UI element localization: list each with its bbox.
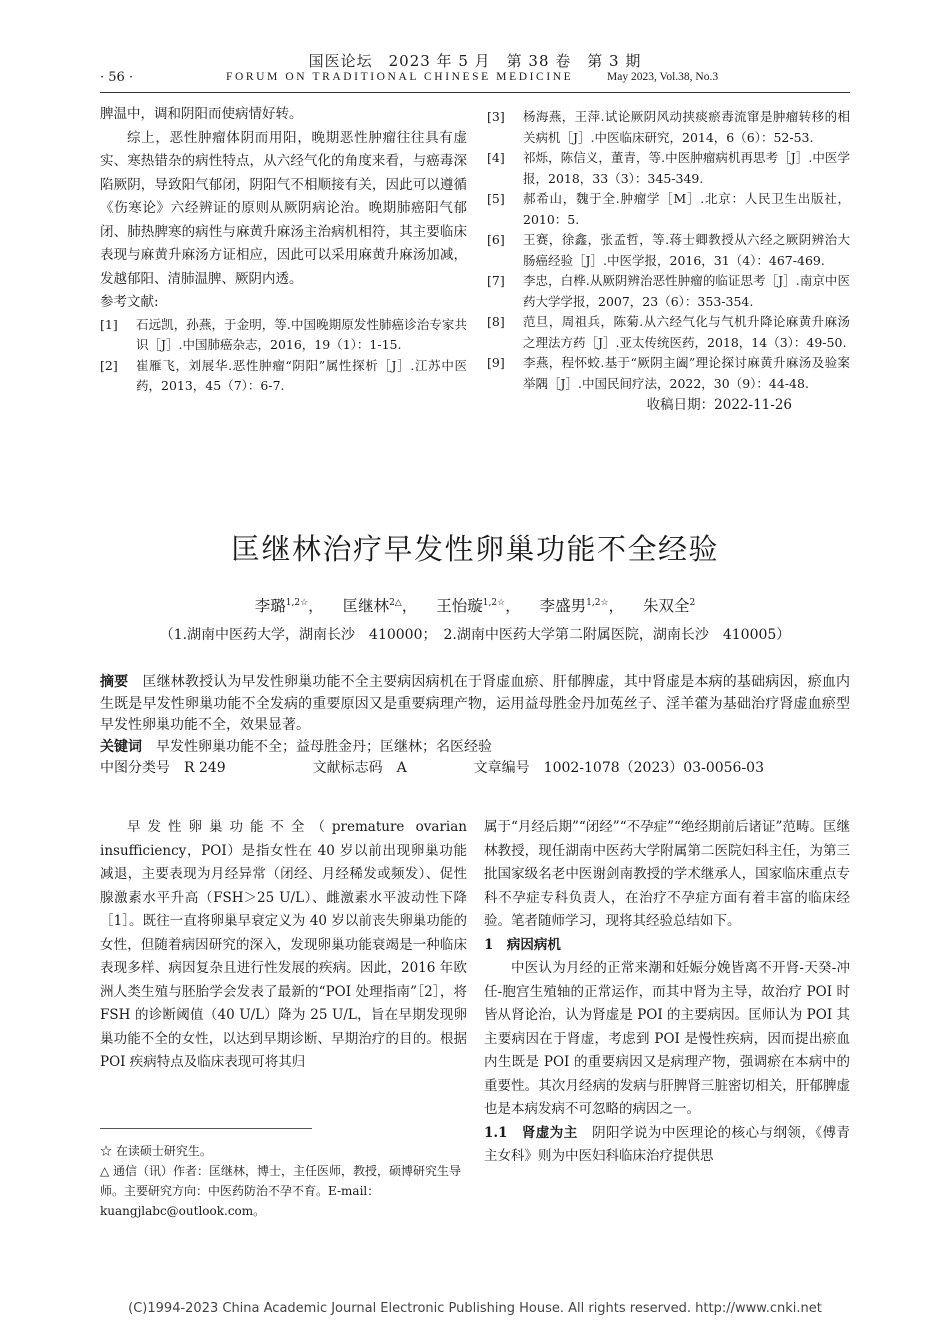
prev-paragraph: 综上，恶性肿瘤体阴而用阳，晚期恶性肿瘤往往具有虚实、寒热错杂的病性特点，从六经气化的角度来看，与癌毒深陷厥阴，导致阳气郁闭，阴阳气不相顺接有关，因此可以遵循《伤寒论》六经辨证的原则从厥阴病论治。晚期肺癌阳气郁闭、肺热脾寒的病性与麻黄升麻汤主治病机相符，其主要临床表现与麻黄升麻汤方证相应，因此可以采用麻黄升麻汤加减，发越郁阳、清肺温脾、厥阴内透。 — [100, 129, 467, 287]
reference-text: 祁烁，陈信义，董青，等.中医肿瘤病机再思考［J］.中医学报，2018，33（3）：345-349. — [523, 150, 850, 186]
prev-article-right-column — [487, 107, 850, 416]
author-list: 李璐$^{1,2☆}$， 匡继林$^{2\triangle}$， 王怡璇$^{1,2☆}$， 李盛男$^{1,2☆}$， 朱双全$^2$ — [254, 597, 696, 615]
reference-item — [487, 353, 850, 394]
reference-number: [6] — [487, 232, 505, 247]
body-paragraph: 早发性卵巢功能不全（premature ovarian insufficiency，POI）是指女性在 40 岁以前出现卵巢功能减退，主要表现为月经异常（闭经、月经稀发或频发）、促性腺激素水平升高（FSH＞25 U/L）、雌激素水平波动性下降［1］。既往一直将卵巢早衰定义为 40 岁以前丧失卵巢功能的女性，但随着病因研究的深入，发现卵巢功能衰竭是一种临床表现多样、病因复杂且进行性发展的疾病。因此，2016 年欧洲人类生殖与胚胎学会发表了最新的“POI 处理指南”［2］，将 FSH 的诊断阈值（40 U/L）降为 25 U/L，旨在早期发现卵巢功能不全的女性，以达到早期诊断、早期治疗的目的。根据 POI 疾病特点及临床表现可将其归 — [100, 819, 467, 1070]
header-rule — [100, 92, 850, 93]
doc-code-value: A — [396, 760, 407, 776]
reference-item — [487, 271, 850, 312]
body-paragraph: 属于“月经后期”“闭经”“不孕症”“绝经期前后诸证”范畴。匡继林教授，现任湖南中医药大学附属第二医院妇科主任，为第三批国家级名老中医谢剑南教授的学术继承人，国家临床重点专科不孕症专科负责人，在治疗不孕症方面有着丰富的临床经验。笔者随师学习，现将其经验总结如下。 — [484, 819, 850, 929]
reference-number: [1] — [100, 316, 118, 332]
article-title: 匡继林治疗早发性卵巢功能不全经验 — [230, 532, 719, 566]
doc-code-label: 文献标志码 — [312, 760, 383, 776]
reference-text: 李燕，程怀蛟.基于“厥阴主阖”理论探讨麻黄升麻汤及验案举隅［J］.中国民间疗法，2022，30（9）：44-48. — [523, 355, 850, 391]
reference-number: [2] — [100, 357, 118, 373]
keywords-text: 早发性卵巢功能不全；益母胜金丹；匡继林；名医经验 — [156, 738, 492, 755]
body-paragraph: 阴阳学说为中医理论的核心与纲领，《傅青主女科》则为中医妇科临床治疗提供思 — [484, 1124, 850, 1164]
journal-header-en: FORUM ON TRADITIONAL CHINESE MEDICINE — [226, 71, 574, 83]
author-name: 朱双全 — [642, 597, 690, 615]
author-affil-mark: 1,2☆ — [482, 597, 506, 608]
author-affil-mark: 2 — [689, 597, 696, 608]
reference-item — [487, 230, 850, 271]
reference-text: 杨海燕，王萍.试论厥阴风动挟痰瘀毒流窜是肿瘤转移的相关病机［J］.中医临床研究，2014，6（6）：52-53. — [523, 109, 850, 145]
reference-number: [4] — [487, 150, 505, 165]
footnote-item: △ 通信（讯）作者：匡继林，博士，主任医师，教授，硕博研究生导师。主要研究方向：中医药防治不孕不育。E-mail：kuangjlabc@outlook.com。 — [100, 1164, 462, 1218]
reference-item — [100, 356, 467, 397]
section-heading: 1 病因病机 — [484, 936, 561, 953]
reference-item — [487, 107, 850, 148]
author-affil-mark: 1,2☆ — [285, 597, 309, 608]
reference-number: [5] — [487, 191, 505, 206]
footnote-rule — [100, 1128, 312, 1129]
reference-text: 郝希山，魏于全.肿瘤学［M］.北京：人民卫生出版社，2010：5. — [523, 191, 850, 227]
article-no-value: 1002-1078（2023）03-0056-03 — [543, 760, 764, 776]
subsection-heading: 1.1 肾虚为主 — [484, 1124, 578, 1141]
prev-paragraph: 脾温中，调和阴阳而使病情好转。 — [100, 106, 303, 122]
references-heading: 参考文献: — [100, 294, 159, 310]
reference-item — [487, 189, 850, 230]
author-name: 王怡璇 — [436, 597, 483, 615]
reference-text: 李忠，白桦.从厥阴辨治恶性肿瘤的临证思考［J］.南京中医药大学学报，2007，23（6）：353-354. — [523, 273, 850, 309]
body-left-column — [100, 816, 467, 1075]
reference-text: 范旦，周祖兵，陈菊.从六经气化与气机升降论麻黄升麻汤之理法方药［J］.亚太传统医药，2018，14（3）：49-50. — [523, 314, 850, 350]
reference-number: [3] — [487, 109, 505, 124]
reference-text: 王赛，徐鑫，张孟哲，等.蒋士卿教授从六经之厥阴辨治大肠癌经验［J］.中医学报，2016，31（4）：467-469. — [523, 232, 850, 268]
body-paragraph: 中医认为月经的正常来潮和妊娠分娩皆离不开肾-天癸-冲任-胞宫生殖轴的正常运作，而其中肾为主导，故治疗 POI 时皆从肾论治，认为肾虚是 POI 的主要病因。匡师认为 POI 其主要病因在于肾虚，考虑到 POI 是慢性疾病，因而提出瘀血内生既是 POI 的重要病因又是病理产物，强调瘀在本病中的重要性。其次月经病的发病与肝脾肾三脏密切相关，肝郁脾虚也是本病发病不可忽略的病因之一。 — [484, 960, 850, 1117]
abstract-label: 摘要 — [100, 674, 129, 690]
page-number: · 56 · — [100, 70, 134, 85]
reference-number: [7] — [487, 273, 505, 288]
keywords-label: 关键词 — [100, 738, 142, 755]
clc-label: 中图分类号 — [100, 760, 170, 776]
received-date: 收稿日期：2022-11-26 — [646, 397, 792, 413]
reference-text: 石远凯，孙燕，于金明，等.中国晚期原发性肺癌诊治专家共识［J］.中国肺癌杂志，2016，19（1）：1-15. — [136, 316, 467, 352]
reference-text: 崔雁飞，刘展华.恶性肿瘤“阴阳”属性探析［J］.江苏中医药，2013，45（7）：6-7. — [136, 357, 467, 393]
reference-item — [487, 312, 850, 353]
reference-item — [100, 315, 467, 356]
clc-value: R 249 — [184, 760, 226, 776]
reference-number: [9] — [487, 355, 505, 370]
abstract-block — [100, 672, 850, 780]
author-affil-mark: 1,2☆ — [586, 597, 609, 608]
affiliation: （1.湖南中医药大学，湖南长沙 410000； 2.湖南中医药大学第二附属医院，湖南长沙 410005） — [159, 627, 791, 643]
issue-info-en: May 2023, Vol.38, No.3 — [607, 71, 719, 83]
author-name: 李璐 — [254, 597, 286, 615]
footnotes — [100, 1141, 467, 1221]
abstract-text: 匡继林教授认为早发性卵巢功能不全主要病因病机在于肾虚血瘀、肝郁脾虚，其中肾虚是本病的基础病因，瘀血内生既是早发性卵巢功能不全发病的重要原因又是重要病理产物，运用益母胜金丹加菟丝子、淫羊藿为基础治疗肾虚血瘀型早发性卵巢功能不全，效果显著。 — [100, 674, 851, 733]
copyright-notice: (C)1994-2023 China Academic Journal Electronic Publishing House. All rights reserved. http://www.cnki.net — [128, 1301, 822, 1316]
reference-item — [487, 148, 850, 189]
author-name: 匡继林 — [342, 597, 390, 615]
body-right-column — [484, 816, 850, 1169]
reference-number: [8] — [487, 314, 505, 329]
prev-article-left-column — [100, 103, 467, 397]
author-name: 李盛男 — [539, 597, 587, 615]
author-affil-mark: 2△ — [389, 597, 402, 608]
article-no-label: 文章编号 — [473, 760, 530, 776]
journal-header-cn: 国医论坛 2023 年 5 月 第 38 卷 第 3 期 — [308, 52, 642, 70]
footnote-item: ☆ 在读硕士研究生。 — [100, 1144, 212, 1158]
